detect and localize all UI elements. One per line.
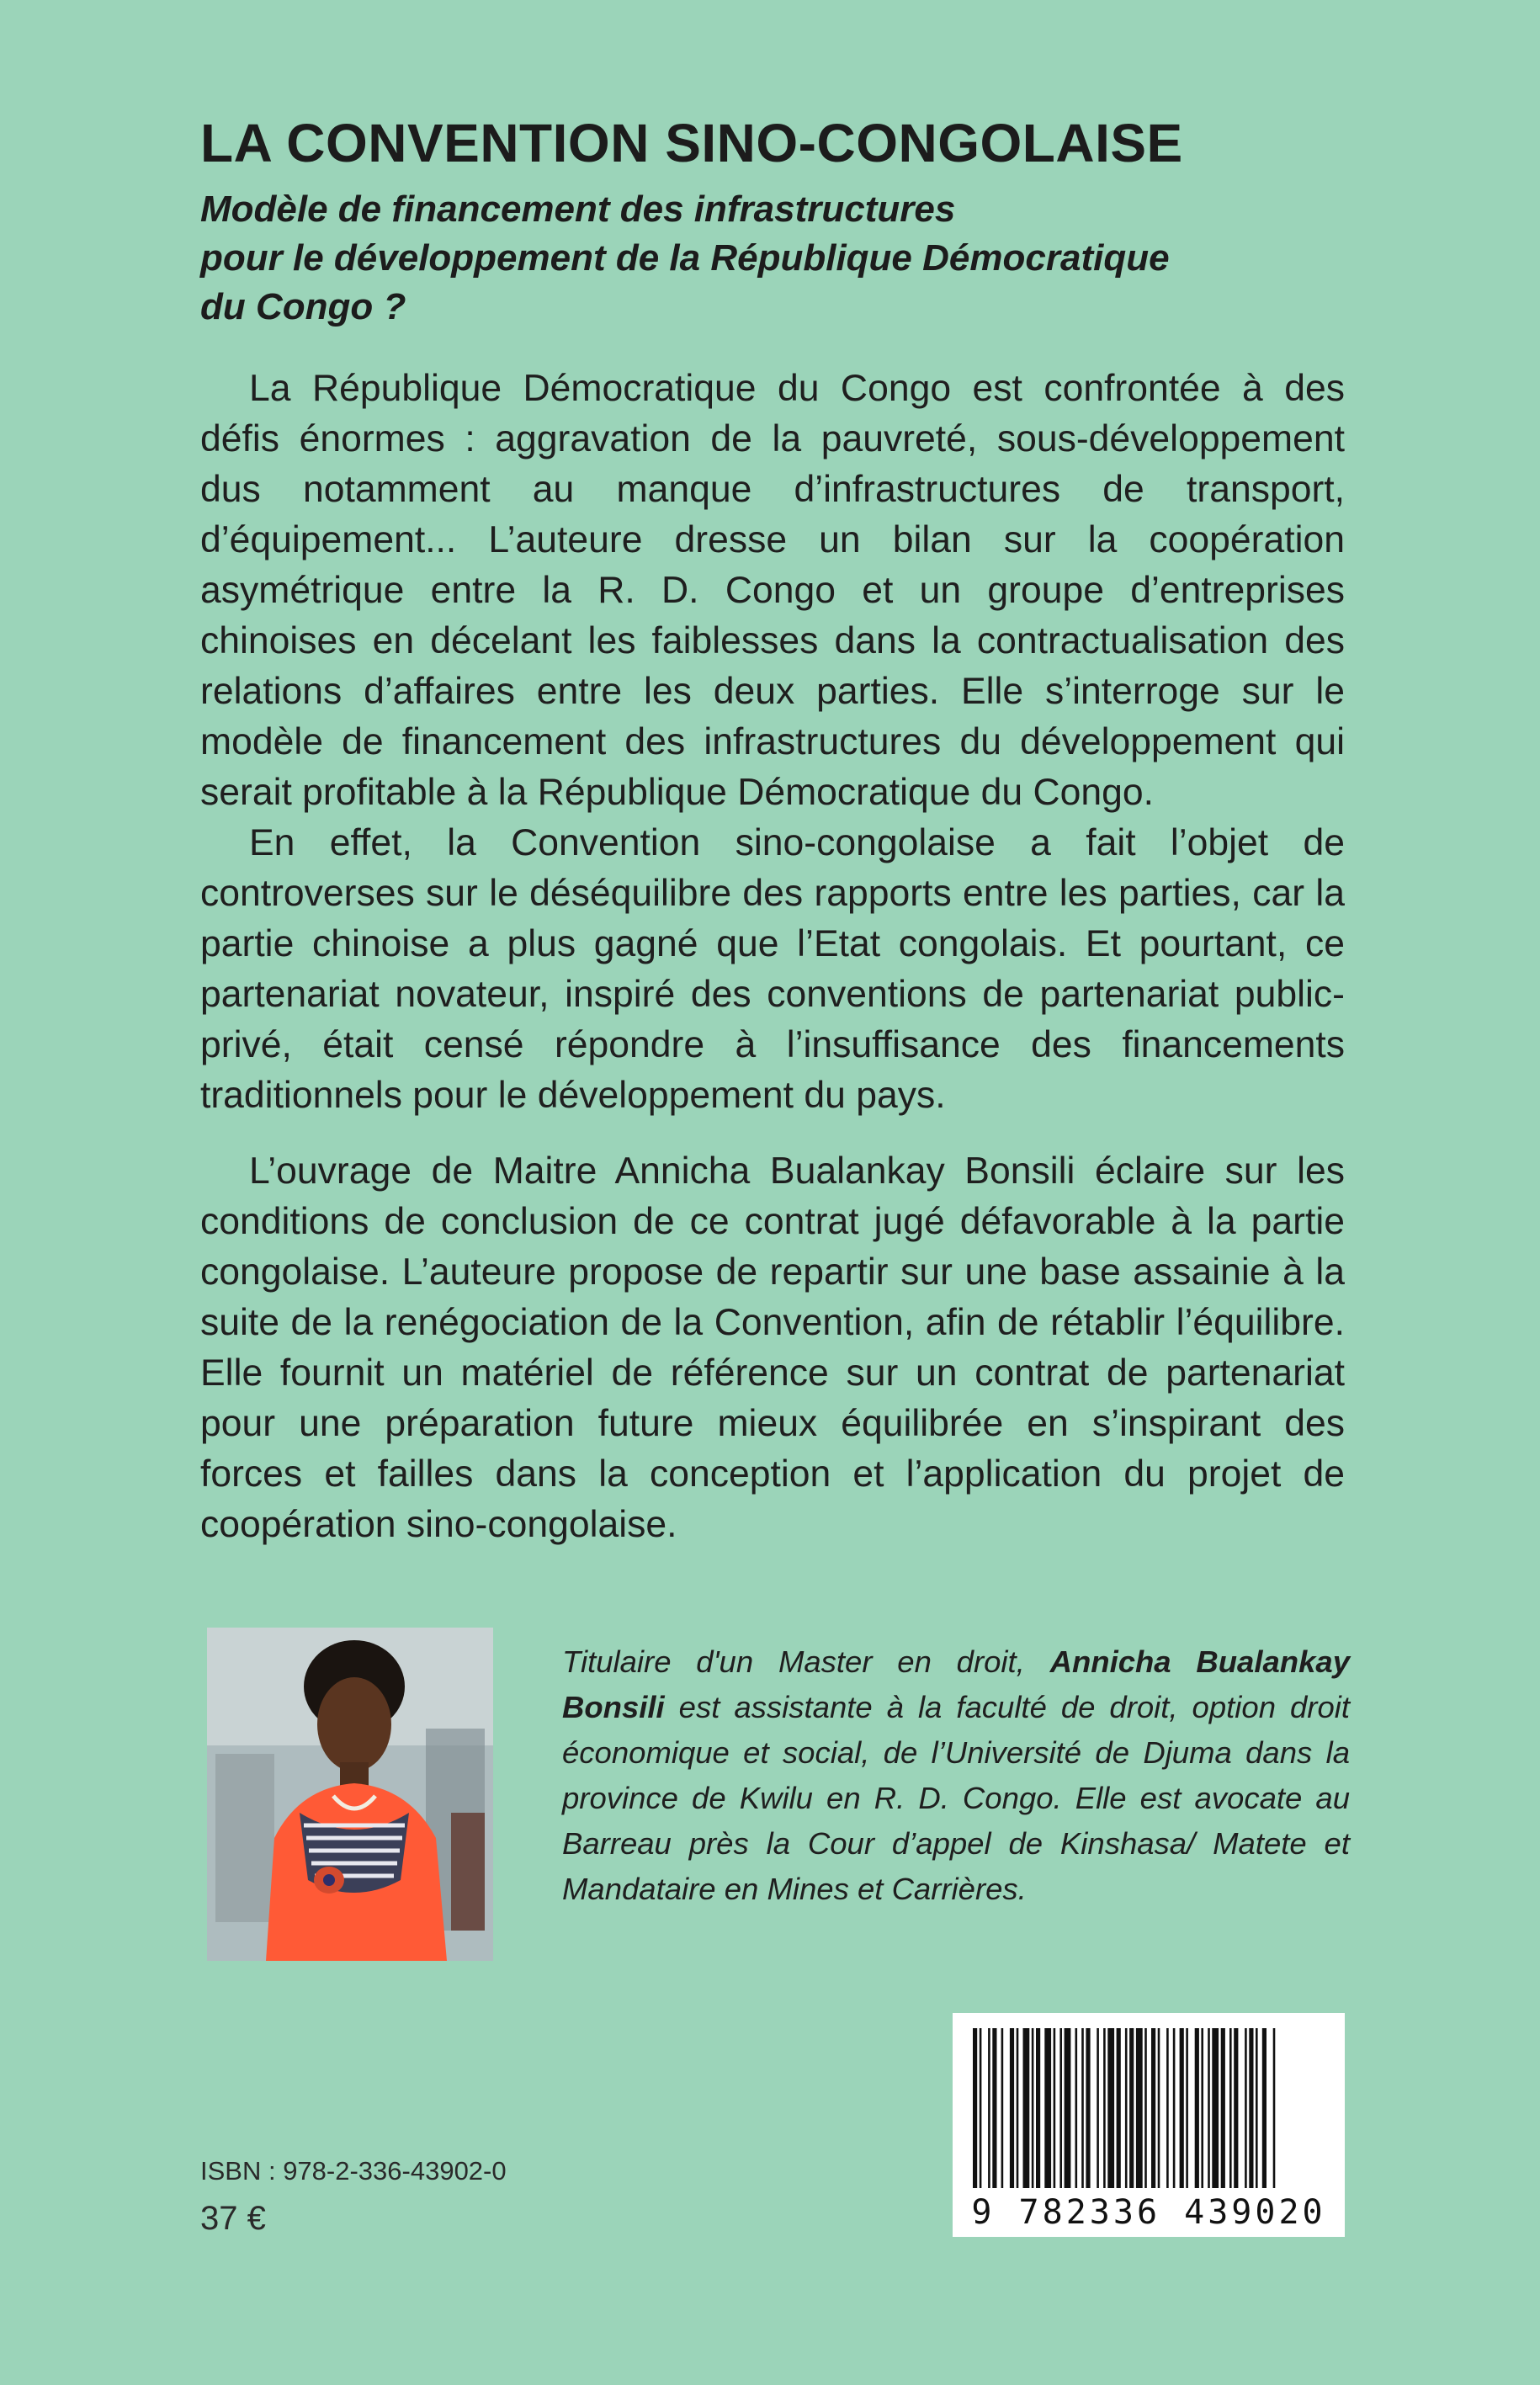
barcode-bar: [1208, 2028, 1210, 2188]
barcode-bar: [1136, 2028, 1143, 2188]
isbn: ISBN : 978-2-336-43902-0: [200, 2156, 507, 2186]
barcode-bar: [1249, 2028, 1253, 2188]
blurb-paragraph: L’ouvrage de Maitre Annicha Bualankay Bonsili éclaire sur les conditions de conclusion de ce contrat jugé défavorable à la partie congolaise. L’auteure propose de repartir sur une base assainie à la suite de la renégociation de la Convention, afin de rétablir l’équilibre. Elle fournit un matériel de référence sur un contrat de partenariat pour une préparation future mieux équilibrée en s’inspirant des forces et failles dans la conception et l’application du projet de coopération sino-congolaise.: [200, 1150, 1345, 1545]
price: 37 €: [200, 2200, 266, 2237]
barcode-bar: [1107, 2028, 1114, 2188]
barcode-bar: [1129, 2028, 1134, 2188]
book-subtitle: [200, 185, 1378, 332]
author-name: Annicha Bualankay Bonsili: [562, 1644, 1350, 1724]
barcode-bar: [1151, 2028, 1155, 2188]
barcode-bar: [1262, 2028, 1267, 2188]
barcode-bar: [988, 2028, 990, 2188]
barcode-bar: [1075, 2028, 1078, 2188]
barcode-bar: [1103, 2028, 1106, 2188]
barcode-bar: [1054, 2028, 1056, 2188]
barcode-bar: [980, 2028, 982, 2188]
author-photo: [207, 1628, 493, 1961]
barcode-bar: [1273, 2028, 1276, 2188]
author-portrait-image: [207, 1628, 493, 1961]
author-bio: [562, 1639, 1350, 1912]
barcode-bar: [1195, 2028, 1199, 2188]
barcode-bar: [1180, 2028, 1184, 2188]
blurb-paragraph: La République Démocratique du Congo est confrontée à des défis énormes : aggravation de la pauvreté, sous-développement dus notamment au manque d’infrastructures de transport, d’équipement... L’auteure dresse un bilan sur la coopération asymétrique entre la R. D. Congo et un groupe d’entreprises chinoises en décelant les faiblesses dans la contractualisation des relations d’affaires entre les deux parties. Elle s’interroge sur le modèle de financement des infrastructures du développement qui serait profitable à la République Démocratique du Congo.: [200, 368, 1345, 813]
barcode-bar: [992, 2028, 996, 2188]
barcode-bar: [1186, 2028, 1188, 2188]
barcode-bar: [1256, 2028, 1258, 2188]
barcode-bar: [1229, 2028, 1232, 2188]
barcode-bar: [1044, 2028, 1051, 2188]
barcode-bar: [1059, 2028, 1062, 2188]
barcode-bar: [973, 2028, 977, 2188]
subtitle-line: pour le développement de la République Démocratique: [200, 237, 1170, 279]
blurb: [200, 364, 1345, 1550]
barcode-bars: [973, 2028, 1275, 2188]
barcode-bar: [1097, 2028, 1099, 2188]
barcode-bar: [1086, 2028, 1090, 2188]
barcode-bar: [1221, 2028, 1225, 2188]
barcode-digits: 9 782336 439020: [971, 2193, 1326, 2232]
barcode-bar: [1166, 2028, 1169, 2188]
blurb-paragraph: En effet, la Convention sino-congolaise a fait l’objet de controverses sur le déséquilibre des rapports entre les parties, car la partie chinoise a plus gagné que l’Etat congolais. Et pourtant, ce partenariat novateur, inspiré des conventions de partenariat public-privé, était censé répondre à l’insuffisance des financements traditionnels pour le développement du pays.: [200, 822, 1345, 1116]
barcode-bar: [1212, 2028, 1219, 2188]
barcode-bar: [1125, 2028, 1128, 2188]
barcode-bar: [1017, 2028, 1019, 2188]
book-title: LA CONVENTION SINO-CONGOLAISE: [200, 113, 1183, 173]
barcode-bar: [1010, 2028, 1014, 2188]
barcode-bar: [1023, 2028, 1030, 2188]
barcode-graphic: [953, 2013, 1345, 2237]
barcode: [953, 2013, 1345, 2237]
subtitle-line: du Congo ?: [200, 286, 406, 327]
barcode-bar: [1036, 2028, 1040, 2188]
barcode-bar: [1001, 2028, 1004, 2188]
barcode-bar: [1234, 2028, 1238, 2188]
barcode-bar: [1201, 2028, 1203, 2188]
barcode-bar: [1245, 2028, 1247, 2188]
barcode-bar: [1081, 2028, 1084, 2188]
barcode-bar: [1158, 2028, 1160, 2188]
barcode-bar: [1144, 2028, 1147, 2188]
barcode-bar: [1173, 2028, 1176, 2188]
bio-intro: Titulaire d'un Master en droit,: [562, 1644, 1050, 1679]
barcode-bar: [1117, 2028, 1121, 2188]
subtitle-line: Modèle de financement des infrastructures: [200, 189, 956, 230]
barcode-bar: [1065, 2028, 1071, 2188]
bio-rest: est assistante à la faculté de droit, option droit économique et social, de l’Université de Djuma dans la province de Kwilu en R. D. Congo. Elle est avocate au Barreau près la Cour d’appel de Kinshasa/ Matete et Mandataire en Mines et Carrières.: [562, 1690, 1350, 1906]
barcode-bar: [1032, 2028, 1034, 2188]
